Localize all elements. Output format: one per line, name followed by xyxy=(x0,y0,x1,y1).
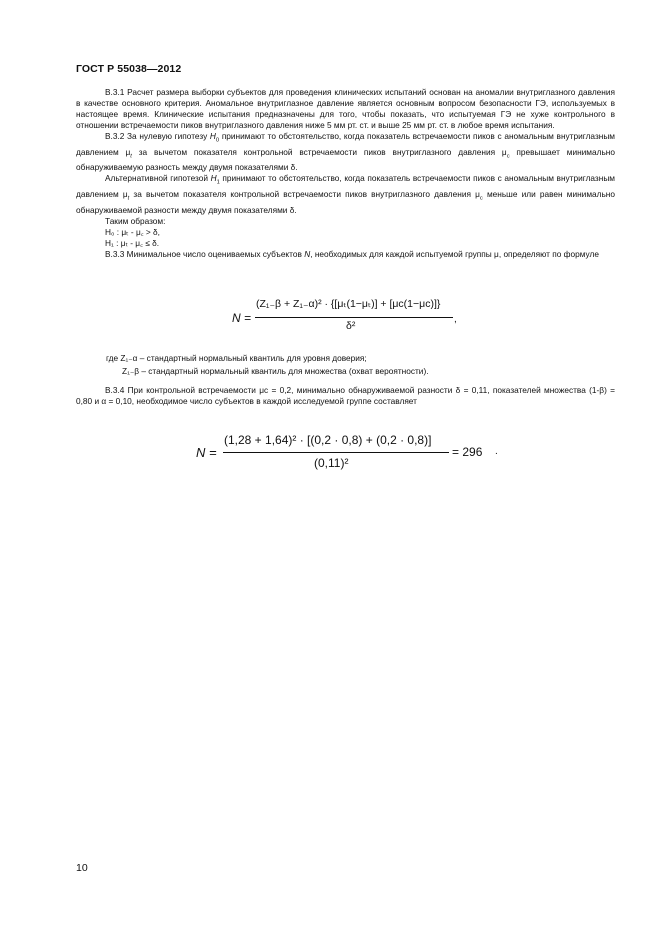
subscript: 0 xyxy=(215,137,220,144)
calc-fraction-bar xyxy=(223,452,449,453)
text-span: за вычетом показателя контрольной встречаемости пиков внутриглазного давления μ xyxy=(129,188,480,199)
calc-result: = 296 xyxy=(452,445,483,459)
hypothesis-h1: H₁ : μₜ - μ꜀ ≤ δ. xyxy=(105,237,160,248)
legend-line-alpha: где Z₁₋α – стандартный нормальный квантиль для уровня доверия; xyxy=(106,353,367,363)
text-span: за вычетом показателя контрольной встречаемости пиков внутриглазного давления μ xyxy=(131,146,507,157)
text-span: , необходимых для каждой испытуемой группы μ, определяют по формуле xyxy=(310,248,599,259)
text-span: меньше или равен минимально обнаруживаемой разности между двумя показателями δ. xyxy=(76,188,615,215)
formula-denominator: δ² xyxy=(346,320,356,332)
hypothesis-h0: H₀ : μₜ - μ꜀ > δ, xyxy=(105,226,160,237)
document-header: ГОСТ Р 55038—2012 xyxy=(76,63,182,75)
hypothesis-symbol: H xyxy=(209,131,216,141)
paragraph-b31: B.3.1 Расчет размера выборки субъектов для проведения клинических испытаний основан на аномалии внутриглазного давления в качестве основного критерия. Аномальное внутриглазное давление является основным вопросом безопасности ГЭ, используемых в настоящее время. Клинические испытания предназначены для того, чтобы показать, что испытуемая ГЭ не хуже контрольного в отношении встречаемости пиков внутриглазного давления ниже 5 мм рт. ст. и выше 25 мм рт. ст. в любое время испытания. xyxy=(76,87,615,130)
formula-tail: , xyxy=(454,314,457,325)
thus-label: Таким образом: xyxy=(105,215,166,226)
text-span: принимают то обстоятельство, когда показатель встречаемости пиков с аномальным внутриглазным давлением μ xyxy=(76,131,615,157)
formula-legend xyxy=(106,352,626,378)
variable-n: N xyxy=(304,248,311,259)
text-span: Альтернативной гипотезой xyxy=(105,173,211,184)
paragraph-b34: B.3.4 При контрольной встречаемости μc = 0,2, минимально обнаруживаемой разности δ = 0,11, показателей множества (1-β) = 0,80 и α = 0,10, необходимое число субъектов в каждой исследуемой группе составляет xyxy=(76,385,615,406)
text-span: B.3.3 Минимальное число оцениваемых субъектов xyxy=(105,248,305,259)
paragraph-b32 xyxy=(76,131,615,173)
text-span: превышает минимально обнаруживаемую разность между двумя показателями δ. xyxy=(76,146,615,173)
sample-size-formula xyxy=(232,296,472,344)
document-body-lower xyxy=(76,385,615,407)
page-number: 10 xyxy=(76,862,88,874)
paragraph-alternative xyxy=(76,173,615,215)
calc-lhs: N = xyxy=(196,445,217,460)
fraction-bar xyxy=(255,317,453,318)
hypothesis-symbol: H xyxy=(210,173,217,184)
subscript: t xyxy=(127,195,130,202)
text-span: принимают то обстоятельство, когда показатель встречаемости пиков с аномальным внутриглазным давлением μ xyxy=(76,173,615,199)
legend-line-beta: Z₁₋β – стандартный нормальный квантиль для множества (охват вероятности). xyxy=(122,366,429,376)
formula-lhs: N = xyxy=(232,311,252,325)
subscript: t xyxy=(130,153,132,160)
paragraph-b33 xyxy=(76,249,615,260)
calc-denominator: (0,11)² xyxy=(314,456,349,470)
formula-numerator: (Z₁₋β + Z₁₋α)² · {[μₜ(1−μₜ)] + [μc(1−μc)]} xyxy=(256,298,441,310)
subscript: c xyxy=(479,195,483,202)
calc-numerator: (1,28 + 1,64)² · [(0,2 · 0,8) + (0,2 · 0,8)] xyxy=(224,433,432,447)
subscript: 1 xyxy=(216,179,220,186)
document-body xyxy=(76,87,615,260)
text-span: B.3.2 За нулевую гипотезу xyxy=(105,131,210,141)
sample-size-calculation xyxy=(196,431,506,475)
calc-tail: . xyxy=(495,446,498,457)
subscript: c xyxy=(506,153,510,160)
